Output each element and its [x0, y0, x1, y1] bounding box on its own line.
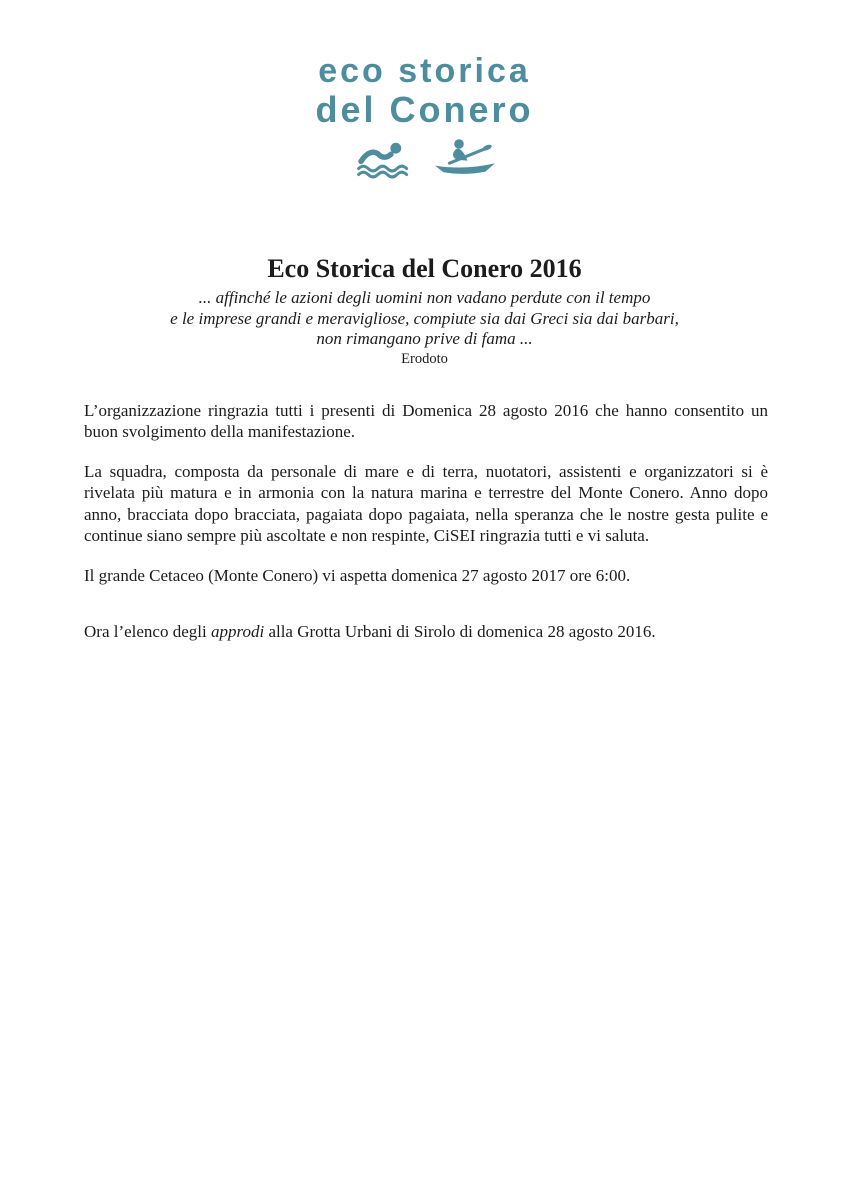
- paragraph-elenco: [84, 621, 768, 643]
- logo-text-line1: eco storica: [318, 52, 531, 90]
- epigraph-quote: [0, 288, 849, 368]
- logo-icons: [0, 138, 849, 180]
- quote-attribution: Erodoto: [401, 350, 448, 367]
- page-title: Eco Storica del Conero 2016: [267, 254, 582, 283]
- paragraph-elenco-after: alla Grotta Urbani di Sirolo di domenica 28 agosto 2016.: [264, 622, 656, 641]
- quote-line: non rimangano prive di fama ...: [316, 329, 533, 348]
- quote-line: ... affinché le azioni degli uomini non vadano perdute con il tempo: [198, 288, 651, 307]
- paragraph-elenco-before: Ora l’elenco degli: [84, 622, 211, 641]
- kayaker-icon: [435, 138, 495, 180]
- paragraph-elenco-italic: approdi: [210, 622, 265, 641]
- logo: [0, 0, 849, 180]
- quote-line: e le imprese grandi e meravigliose, compiute sia dai Greci sia dai barbari,: [170, 308, 679, 328]
- swimmer-icon: [355, 139, 409, 179]
- paragraph-team: La squadra, composta da personale di mare e di terra, nuotatori, assistenti e organizzatori si è rivelata più matura e in armonia con la natura marina e terrestre del Monte Conero. Anno dopo anno, bracciata dopo bracciata, pagaiata dopo pagaiata, nella speranza che le nostre gesta pulite e continue siano sempre più ascoltate e non respinte, CiSEI ringrazia tutti e vi saluta.: [84, 461, 768, 545]
- paragraph-cetaceo: Il grande Cetaceo (Monte Conero) vi aspetta domenica 27 agosto 2017 ore 6:00.: [84, 565, 631, 585]
- paragraph-thanks: L’organizzazione ringrazia tutti i presenti di Domenica 28 agosto 2016 che hanno consentito un buon svolgimento della manifestazione.: [84, 400, 768, 441]
- document-body: [84, 400, 768, 643]
- logo-text-line2: del Conero: [315, 89, 534, 130]
